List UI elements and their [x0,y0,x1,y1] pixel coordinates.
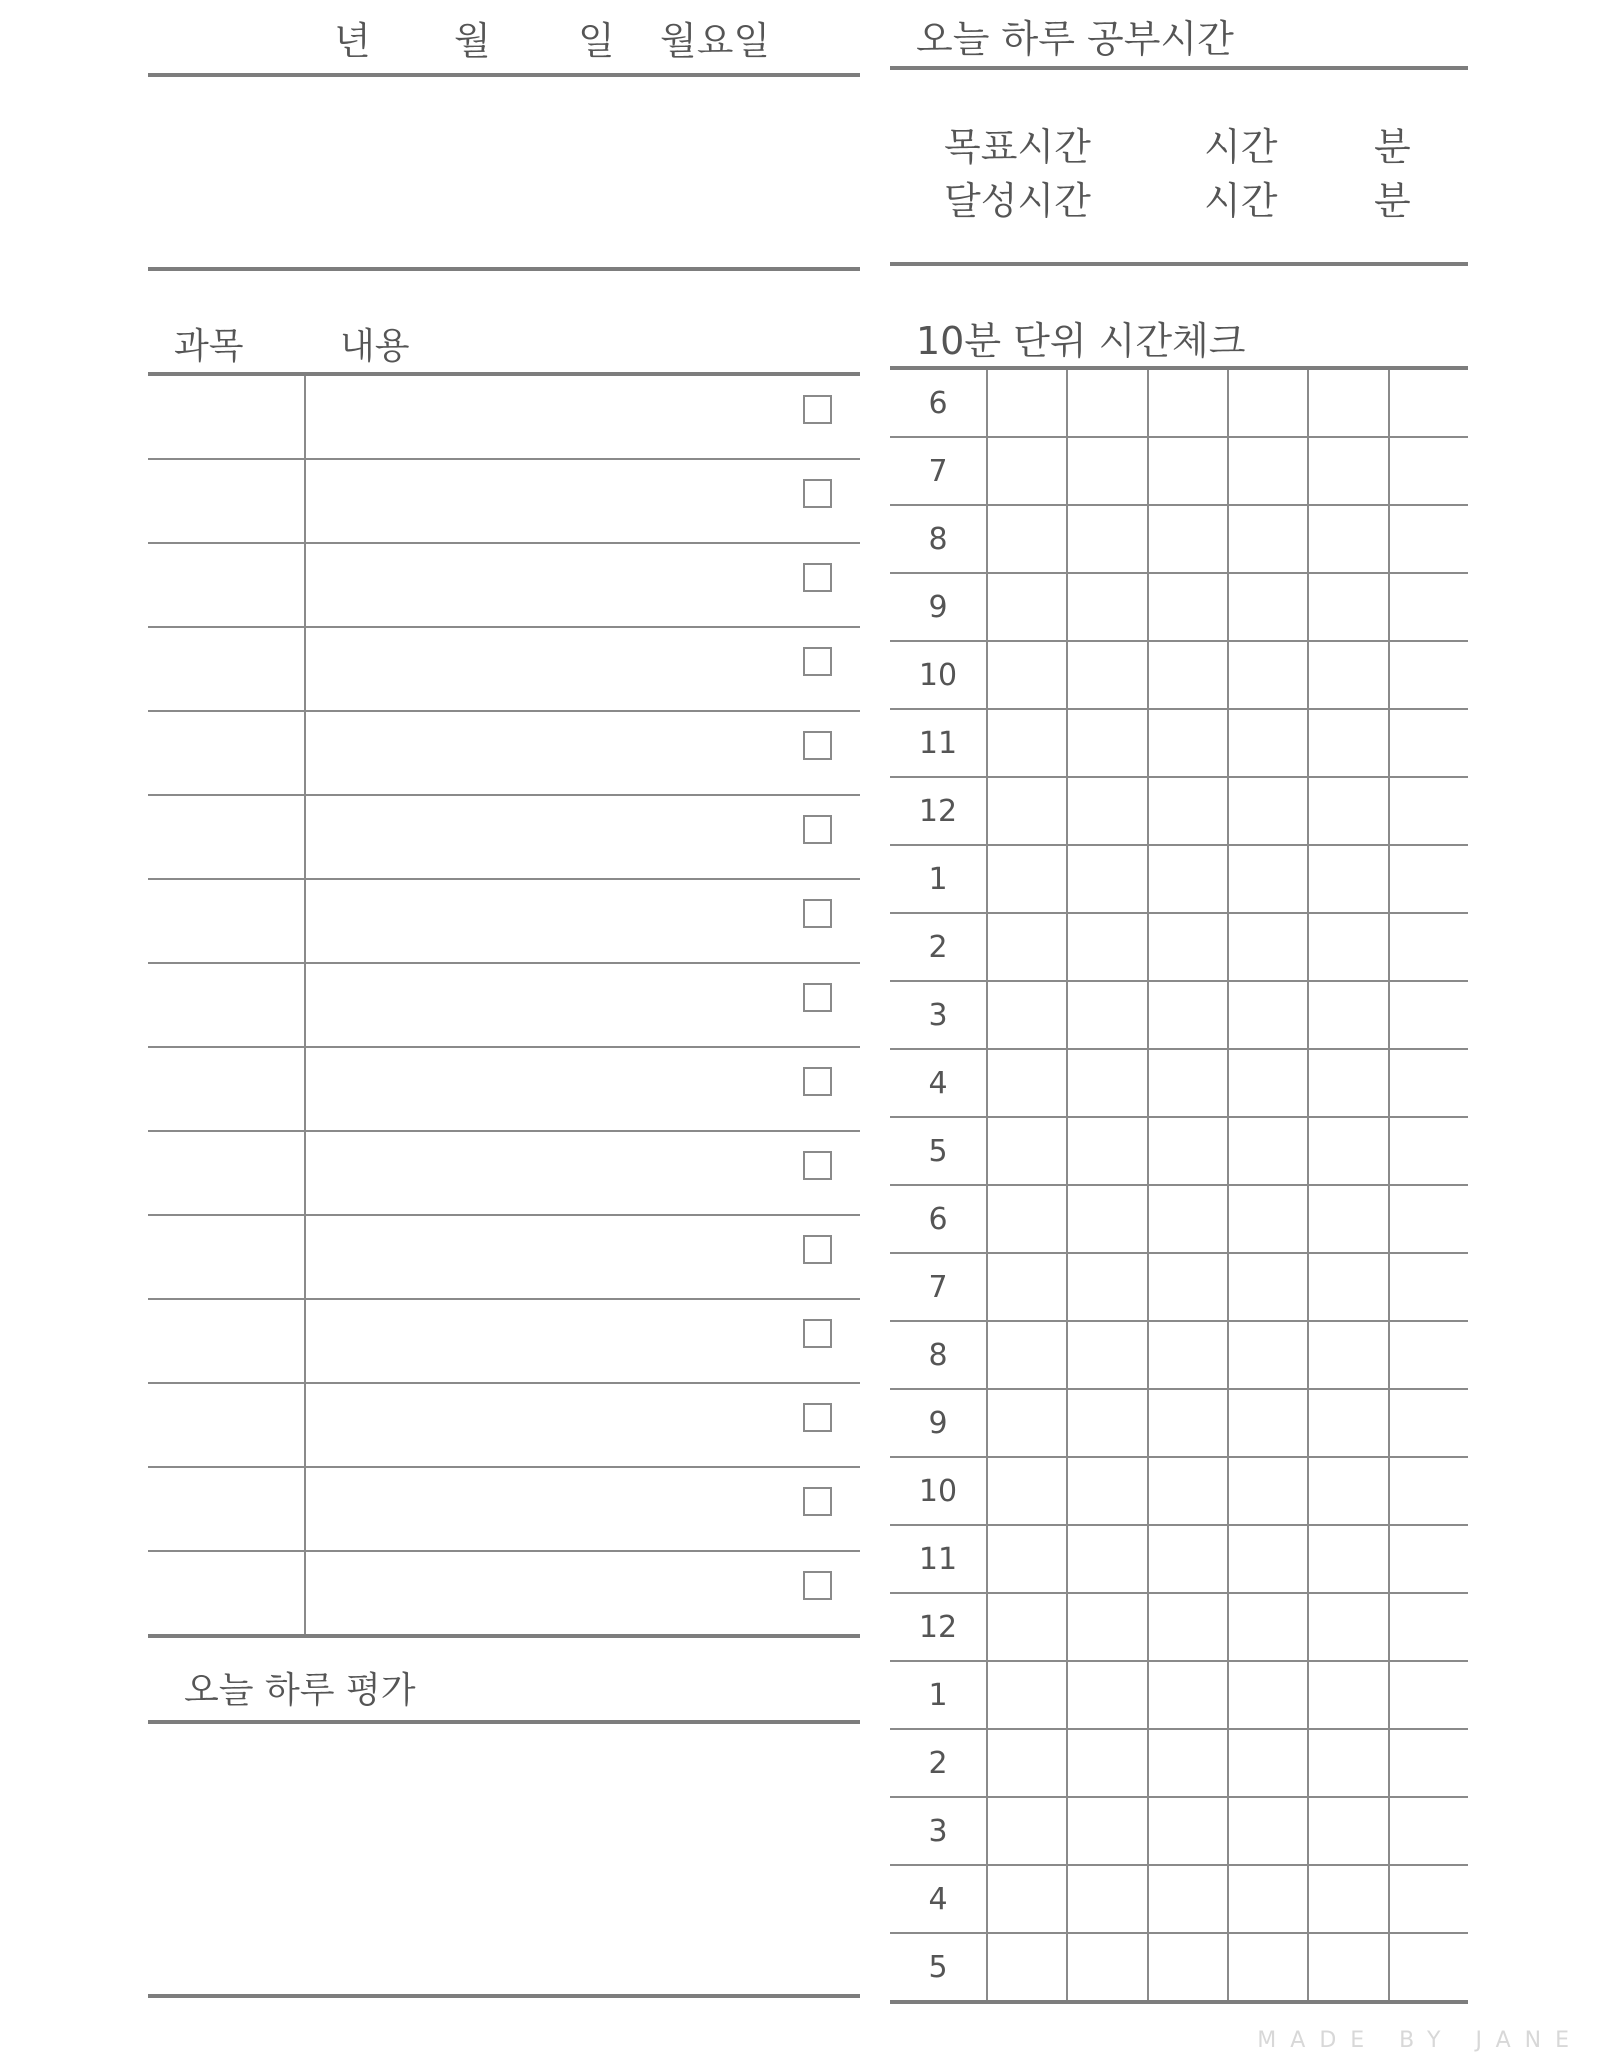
time-cell[interactable] [1149,1594,1229,1660]
time-cell[interactable] [1309,710,1389,776]
time-grid-row [890,1186,1468,1254]
time-grid-row [890,574,1468,642]
time-grid-row [890,438,1468,506]
month-label: 월 [454,19,491,63]
time-grid-row [890,1458,1468,1526]
time-check-header [890,300,1468,370]
time-cell[interactable] [1068,1934,1148,2000]
time-cell[interactable] [1390,1050,1468,1116]
time-cell[interactable] [1229,1322,1309,1388]
todo-content-cell[interactable] [306,544,860,626]
todo-subject-cell[interactable] [148,796,306,878]
time-cell[interactable] [1068,1458,1148,1524]
todo-checkbox[interactable] [803,647,832,676]
time-cell[interactable] [1390,982,1468,1048]
time-cell[interactable] [1309,1798,1389,1864]
time-cell[interactable] [1309,506,1389,572]
time-cell[interactable] [988,1866,1068,1932]
time-grid-row [890,914,1468,982]
time-cell[interactable] [1149,914,1229,980]
time-cell[interactable] [988,1934,1068,2000]
todo-checkbox[interactable] [803,815,832,844]
time-grid-row [890,1662,1468,1730]
hour-label: 4 [890,1866,988,1932]
time-cell[interactable] [1390,642,1468,708]
time-cell[interactable] [1229,1662,1309,1728]
hour-label: 11 [890,1526,988,1592]
hour-label: 3 [890,1798,988,1864]
time-cell[interactable] [988,438,1068,504]
time-cell[interactable] [988,1050,1068,1116]
time-cell[interactable] [1068,438,1148,504]
time-cell[interactable] [1229,438,1309,504]
time-grid-row [890,370,1468,438]
hour-label: 1 [890,846,988,912]
time-cell[interactable] [1068,1254,1148,1320]
time-cell[interactable] [1390,1254,1468,1320]
time-cell[interactable] [1149,1390,1229,1456]
time-cell[interactable] [1149,1866,1229,1932]
time-cell[interactable] [988,1390,1068,1456]
time-cell[interactable] [1149,1118,1229,1184]
time-cell[interactable] [1068,710,1148,776]
time-grid-row [890,1866,1468,1934]
time-cell[interactable] [1149,438,1229,504]
time-cell[interactable] [1068,1798,1148,1864]
hour-label: 6 [890,1186,988,1252]
time-cell[interactable] [1229,914,1309,980]
time-cell[interactable] [988,1118,1068,1184]
todo-content-cell[interactable] [306,712,860,794]
time-cell[interactable] [1068,778,1148,844]
hour-label: 1 [890,1662,988,1728]
time-cell[interactable] [1309,574,1389,640]
todo-row [148,880,860,964]
time-cell[interactable] [1149,846,1229,912]
date-header [148,0,860,77]
time-cell[interactable] [1149,642,1229,708]
time-cell[interactable] [1068,1866,1148,1932]
time-cell[interactable] [1390,1730,1468,1796]
todo-subject-cell[interactable] [148,712,306,794]
time-cell[interactable] [988,1458,1068,1524]
todo-checkbox[interactable] [803,1151,832,1180]
time-cell[interactable] [988,982,1068,1048]
todo-checkbox[interactable] [803,395,832,424]
time-cell[interactable] [1309,914,1389,980]
time-cell[interactable] [1309,1526,1389,1592]
todo-subject-cell[interactable] [148,1300,306,1382]
hour-label: 8 [890,506,988,572]
todo-row [148,1132,860,1216]
time-cell[interactable] [1390,1934,1468,2000]
time-cell[interactable] [1149,1050,1229,1116]
hour-label: 8 [890,1322,988,1388]
todo-checkbox[interactable] [803,563,832,592]
time-cell[interactable] [1068,1050,1148,1116]
time-cell[interactable] [1149,1798,1229,1864]
time-cell[interactable] [1229,1730,1309,1796]
hour-label: 7 [890,438,988,504]
todo-content-cell[interactable] [306,1552,860,1634]
time-grid-row [890,1390,1468,1458]
time-grid-row [890,1254,1468,1322]
todo-content-cell[interactable] [306,964,860,1046]
todo-checkbox[interactable] [803,1319,832,1348]
time-cell[interactable] [988,506,1068,572]
time-cell[interactable] [1229,1254,1309,1320]
time-cell[interactable] [1390,1866,1468,1932]
todo-content-cell[interactable] [306,1384,860,1466]
time-cell[interactable] [988,370,1068,436]
todo-subject-cell[interactable] [148,880,306,962]
time-grid-row [890,506,1468,574]
time-cell[interactable] [1390,1798,1468,1864]
time-grid-row [890,1118,1468,1186]
goal-hour-unit: 시간 [1204,125,1278,169]
time-cell[interactable] [988,1594,1068,1660]
time-cell[interactable] [988,1526,1068,1592]
time-cell[interactable] [1309,982,1389,1048]
time-cell[interactable] [1309,1186,1389,1252]
time-cell[interactable] [1309,1254,1389,1320]
time-cell[interactable] [1390,710,1468,776]
todo-content-cell[interactable] [306,1132,860,1214]
time-grid-row [890,778,1468,846]
goal-time-label: 목표시간 [944,125,1091,169]
time-grid-row [890,982,1468,1050]
time-cell[interactable] [1229,370,1309,436]
hour-label: 10 [890,1458,988,1524]
time-cell[interactable] [1068,574,1148,640]
todo-checkbox[interactable] [803,479,832,508]
todo-content-cell[interactable] [306,880,860,962]
todo-checkbox[interactable] [803,1403,832,1432]
time-cell[interactable] [1309,438,1389,504]
study-time-header [890,0,1468,70]
achieved-time-label: 달성시간 [944,179,1091,223]
hour-label: 9 [890,574,988,640]
time-cell[interactable] [1149,710,1229,776]
study-time-box [890,70,1468,266]
time-cell[interactable] [988,1730,1068,1796]
time-cell[interactable] [1390,1594,1468,1660]
todo-subject-cell[interactable] [148,544,306,626]
todo-row [148,712,860,796]
time-cell[interactable] [1149,1934,1229,2000]
time-cell[interactable] [988,846,1068,912]
time-cell[interactable] [1229,1390,1309,1456]
time-cell[interactable] [1229,982,1309,1048]
time-cell[interactable] [1390,1390,1468,1456]
time-cell[interactable] [1068,1118,1148,1184]
todo-content-cell[interactable] [306,1300,860,1382]
time-cell[interactable] [1309,1662,1389,1728]
time-cell[interactable] [1229,642,1309,708]
time-cell[interactable] [1390,574,1468,640]
time-cell[interactable] [988,1322,1068,1388]
todo-checkbox[interactable] [803,1487,832,1516]
time-cell[interactable] [1309,642,1389,708]
left-column [148,0,860,2057]
time-cell[interactable] [1309,1458,1389,1524]
time-cell[interactable] [1309,1866,1389,1932]
todo-subject-cell[interactable] [148,1552,306,1634]
todo-content-cell[interactable] [306,1216,860,1298]
time-cell[interactable] [1229,1526,1309,1592]
todo-row [148,1468,860,1552]
time-cell[interactable] [1068,370,1148,436]
time-cell[interactable] [988,642,1068,708]
time-cell[interactable] [1149,982,1229,1048]
time-cell[interactable] [1068,846,1148,912]
time-cell[interactable] [1068,1390,1148,1456]
time-cell[interactable] [1390,778,1468,844]
time-cell[interactable] [1149,1186,1229,1252]
todo-checkbox[interactable] [803,983,832,1012]
todo-row [148,1048,860,1132]
time-cell[interactable] [988,1254,1068,1320]
todo-content-cell[interactable] [306,460,860,542]
memo-area[interactable] [148,77,860,271]
time-cell[interactable] [1149,778,1229,844]
todo-header [148,300,860,376]
time-cell[interactable] [1229,778,1309,844]
footer-mark: MADE BY JANE [1257,2028,1583,2053]
time-cell[interactable] [1390,1322,1468,1388]
time-cell[interactable] [1068,506,1148,572]
time-cell[interactable] [1309,778,1389,844]
time-grid-row [890,1322,1468,1390]
time-cell[interactable] [1068,1322,1148,1388]
year-label: 년 [334,19,371,63]
todo-subject-cell[interactable] [148,1468,306,1550]
hour-label: 2 [890,1730,988,1796]
todo-row [148,964,860,1048]
todo-checkbox[interactable] [803,731,832,760]
time-cell[interactable] [1309,1118,1389,1184]
hour-label: 5 [890,1118,988,1184]
time-cell[interactable] [1309,1594,1389,1660]
time-cell[interactable] [988,914,1068,980]
todo-content-cell[interactable] [306,376,860,458]
hour-label: 12 [890,778,988,844]
time-cell[interactable] [1390,1186,1468,1252]
time-cell[interactable] [1309,1322,1389,1388]
time-cell[interactable] [1229,1186,1309,1252]
achieved-minute-unit: 분 [1374,179,1411,223]
time-cell[interactable] [1229,846,1309,912]
achieved-time-row[interactable] [890,170,1468,222]
todo-subject-cell[interactable] [148,1384,306,1466]
time-cell[interactable] [1229,1050,1309,1116]
hour-label: 3 [890,982,988,1048]
todo-subject-cell[interactable] [148,376,306,458]
content-header: 내용 [340,326,410,367]
time-grid-row [890,846,1468,914]
time-grid-row [890,1526,1468,1594]
time-cell[interactable] [1068,642,1148,708]
time-grid-row [890,1730,1468,1798]
time-cell[interactable] [1309,1050,1389,1116]
todo-list [148,376,860,1638]
hour-label: 4 [890,1050,988,1116]
time-check-title: 10분 단위 시간체크 [916,319,1246,363]
time-cell[interactable] [1149,370,1229,436]
time-grid-row [890,1934,1468,2004]
hour-label: 2 [890,914,988,980]
time-grid-row [890,1594,1468,1662]
time-cell[interactable] [1068,1594,1148,1660]
hour-label: 7 [890,1254,988,1320]
time-cell[interactable] [1229,574,1309,640]
todo-content-cell[interactable] [306,1048,860,1130]
time-cell[interactable] [1068,914,1148,980]
time-cell[interactable] [1229,1118,1309,1184]
time-cell[interactable] [1309,1730,1389,1796]
time-cell[interactable] [1390,1526,1468,1592]
subject-header: 과목 [174,326,244,367]
time-cell[interactable] [1229,1866,1309,1932]
todo-checkbox[interactable] [803,899,832,928]
time-cell[interactable] [1309,1934,1389,2000]
time-cell[interactable] [1149,574,1229,640]
time-cell[interactable] [1390,438,1468,504]
time-cell[interactable] [1390,846,1468,912]
time-cell[interactable] [1229,1458,1309,1524]
time-cell[interactable] [988,574,1068,640]
time-cell[interactable] [1390,1458,1468,1524]
todo-subject-cell[interactable] [148,1216,306,1298]
time-cell[interactable] [1390,1662,1468,1728]
time-grid-row [890,710,1468,778]
review-header [148,1636,860,1724]
todo-checkbox[interactable] [803,1235,832,1264]
weekday-label: 월요일 [660,19,771,63]
time-cell[interactable] [988,1186,1068,1252]
todo-subject-cell[interactable] [148,1132,306,1214]
right-column [890,0,1468,2057]
time-cell[interactable] [1149,1526,1229,1592]
time-cell[interactable] [1068,1662,1148,1728]
time-cell[interactable] [988,710,1068,776]
day-label: 일 [578,19,615,63]
todo-row [148,1384,860,1468]
time-cell[interactable] [1149,506,1229,572]
todo-row [148,1552,860,1638]
time-cell[interactable] [988,1662,1068,1728]
time-cell[interactable] [1068,1526,1148,1592]
study-time-title: 오늘 하루 공부시간 [916,17,1234,61]
todo-row [148,460,860,544]
todo-row [148,376,860,460]
todo-row [148,796,860,880]
todo-content-cell[interactable] [306,628,860,710]
hour-label: 10 [890,642,988,708]
time-cell[interactable] [1390,506,1468,572]
time-cell[interactable] [988,1798,1068,1864]
time-cell[interactable] [988,778,1068,844]
hour-label: 6 [890,370,988,436]
todo-subject-cell[interactable] [148,1048,306,1130]
time-grid-row [890,642,1468,710]
achieved-hour-unit: 시간 [1204,179,1278,223]
time-cell[interactable] [1149,1254,1229,1320]
time-cell[interactable] [1309,1390,1389,1456]
hour-label: 12 [890,1594,988,1660]
time-grid-row [890,1050,1468,1118]
review-title: 오늘 하루 평가 [184,1670,416,1711]
todo-content-cell[interactable] [306,1468,860,1550]
time-cell[interactable] [1390,914,1468,980]
time-check-grid [890,370,1468,2004]
todo-row [148,1216,860,1300]
todo-checkbox[interactable] [803,1571,832,1600]
todo-checkbox[interactable] [803,1067,832,1096]
time-cell[interactable] [1068,1186,1148,1252]
goal-minute-unit: 분 [1374,125,1411,169]
time-cell[interactable] [1229,506,1309,572]
todo-content-cell[interactable] [306,796,860,878]
todo-row [148,544,860,628]
goal-time-row[interactable] [890,116,1468,168]
time-grid-row [890,1798,1468,1866]
review-area[interactable] [148,1724,860,1998]
todo-subject-cell[interactable] [148,460,306,542]
time-cell[interactable] [1309,370,1389,436]
time-cell[interactable] [1149,1662,1229,1728]
time-cell[interactable] [1229,1594,1309,1660]
time-cell[interactable] [1068,1730,1148,1796]
time-cell[interactable] [1229,710,1309,776]
hour-label: 11 [890,710,988,776]
time-cell[interactable] [1149,1322,1229,1388]
time-cell[interactable] [1229,1798,1309,1864]
time-cell[interactable] [1390,1118,1468,1184]
todo-row [148,628,860,712]
todo-subject-cell[interactable] [148,964,306,1046]
time-cell[interactable] [1149,1458,1229,1524]
time-cell[interactable] [1068,982,1148,1048]
time-cell[interactable] [1390,370,1468,436]
time-cell[interactable] [1309,846,1389,912]
hour-label: 9 [890,1390,988,1456]
time-cell[interactable] [1149,1730,1229,1796]
todo-row [148,1300,860,1384]
time-cell[interactable] [1229,1934,1309,2000]
todo-subject-cell[interactable] [148,628,306,710]
hour-label: 5 [890,1934,988,2000]
